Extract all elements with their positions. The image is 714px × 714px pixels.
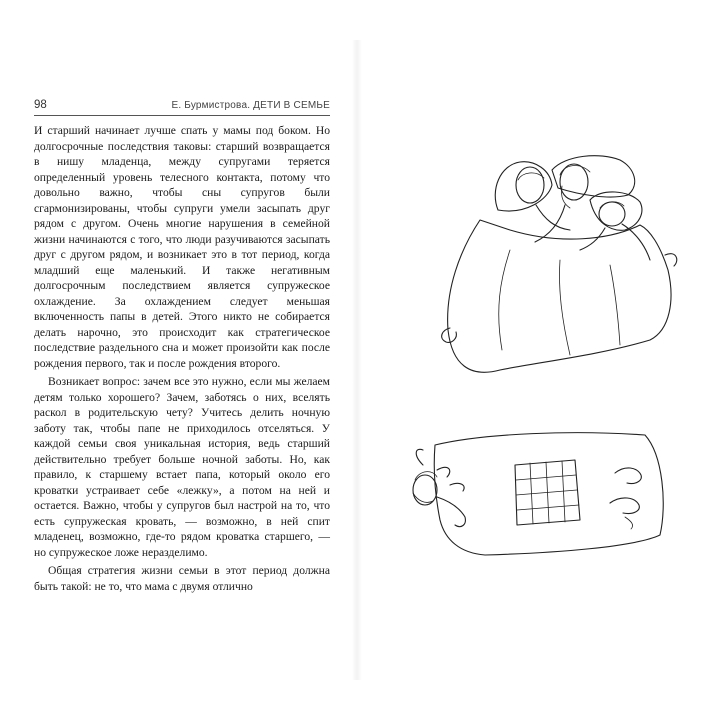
page-number: 98 — [34, 99, 47, 111]
header-rule — [34, 115, 330, 116]
couple-apart-illustration — [405, 425, 675, 565]
paragraph: Общая стратегия жизни семьи в этот период должна быть такой: не то, что мама с двумя отлично — [34, 564, 330, 593]
family-sleeping-illustration — [440, 150, 680, 390]
running-head — [34, 99, 330, 113]
paragraph: И старший начинает лучше спать у мамы под боком. Но долгосрочные последствия таковы: старший возвращается в нишу младенца, между супругами теряется определенный уровень телесного контакта, потому что довольно важно, чтобы сны супругов были сгармонизированы, чтобы супруги умели засыпать друг рядом с другом. Очень многие нарушения в семейной жизни начинаются с того, что люди разучиваются засыпать друг с другом рядом, и возникает это в тот период, когда младший еще маленький. И также негативным долгосрочным последствием является супружеское охлаждение. За охлаждением следует меньшая включенность папы в детей. Этого никто не собирается делать нарочно, это происходит как стратегическое последствие раздельного сна и может произойти как после рождения первого, так и после рождения второго. — [34, 124, 330, 370]
running-title: Е. Бурмистрова. ДЕТИ В СЕМЬЕ — [171, 100, 330, 111]
page-gutter — [352, 40, 362, 680]
paragraph: Возникает вопрос: зачем все это нужно, если мы желаем детям только хорошего? Зачем, заботясь о них, вселять раскол в родительскую чету? Учитесь делить ночную заботу так, чтобы папе не приходилось отселяться. У каждой семьи своя уникальная история, ведь старший действительно требует больше ночной заботы. Но, как правило, к старшему встает папа, который около его кроватки устраивает себе «лежку», а потом на ней и остается. Важно, чтобы у супругов был настрой на то, что есть супружеская кровать, — возможно, в ней спит младенец, возможно, где-то рядом кроватка старшего, — но супружеское ложе неразделимо. — [34, 375, 330, 559]
body-text — [34, 123, 330, 597]
